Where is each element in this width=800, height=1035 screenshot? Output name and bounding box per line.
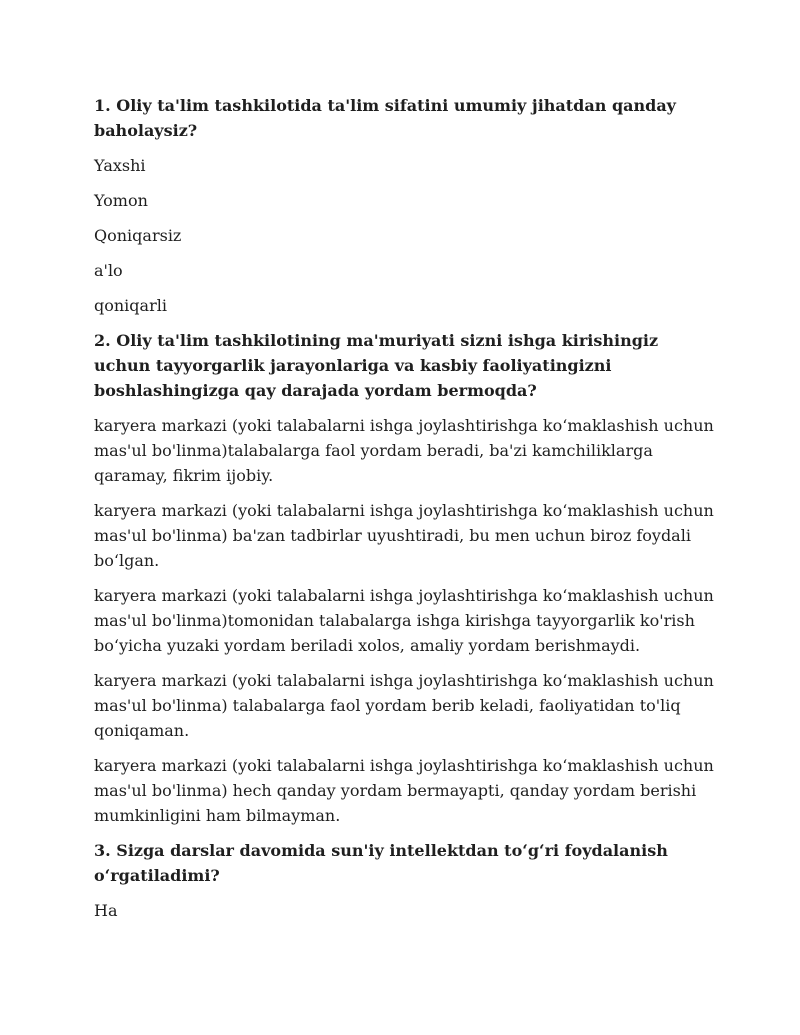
question-2-title: 2. Oliy ta'lim tashkilotining ma'muriyati sizni ishga kirishingiz uchun tayyorgarlik jarayonlariga va kasbiy faoliyatingizni boshlashingizga qay darajada yordam bermoqda? <box>94 331 659 400</box>
question-3-option-1: Ha <box>94 901 118 920</box>
question-1-option-1: Yaxshi <box>94 156 146 175</box>
question-1-option-2: Yomon <box>94 191 148 210</box>
question-1-title: 1. Oliy ta'lim tashkilotida ta'lim sifatini umumiy jihatdan qanday baholaysiz? <box>94 96 676 140</box>
question-2-option-5: karyera markazi (yoki talabalarni ishga joylashtirishga koʻmaklashish uchun mas'ul bo'linma) hech qanday yordam bermayapti, qanday yordam berishi mumkinligini ham bilmayman. <box>94 756 714 825</box>
question-1-option-4: a'lo <box>94 261 123 280</box>
survey-document <box>94 93 714 933</box>
question-2-option-2: karyera markazi (yoki talabalarni ishga joylashtirishga koʻmaklashish uchun mas'ul bo'linma) ba'zan tadbirlar uyushtiradi, bu men uchun biroz foydali boʻlgan. <box>94 501 714 570</box>
question-2-option-4: karyera markazi (yoki talabalarni ishga joylashtirishga koʻmaklashish uchun mas'ul bo'linma) talabalarga faol yordam berib keladi, faoliyatidan to'liq qoniqaman. <box>94 671 714 740</box>
question-2-option-3: karyera markazi (yoki talabalarni ishga joylashtirishga koʻmaklashish uchun mas'ul bo'linma)tomonidan talabalarga ishga kirishga tayyorgarlik ko'rish boʻyicha yuzaki yordam beriladi xolos, amaliy yordam berishmaydi. <box>94 586 714 655</box>
question-1-option-5: qoniqarli <box>94 296 167 315</box>
question-2-option-1: karyera markazi (yoki talabalarni ishga joylashtirishga koʻmaklashish uchun mas'ul bo'linma)talabalarga faol yordam beradi, ba'zi kamchiliklarga qaramay, fikrim ijobiy. <box>94 416 714 485</box>
question-1-option-3: Qoniqarsiz <box>94 226 182 245</box>
question-3-title: 3. Sizga darslar davomida sun'iy intellektdan toʻgʻri foydalanish oʻrgatiladimi? <box>94 841 668 885</box>
